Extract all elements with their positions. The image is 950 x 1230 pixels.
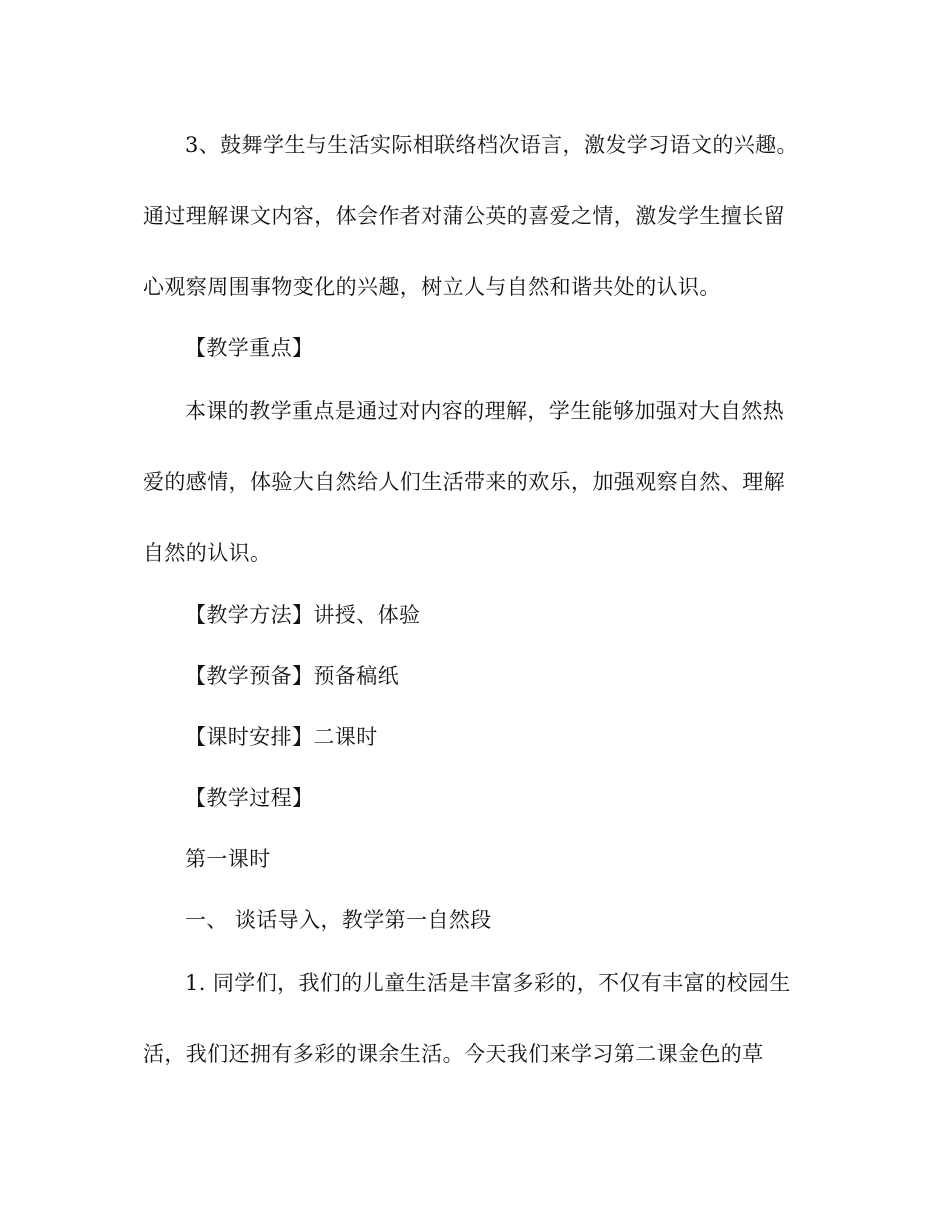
key-points-heading: 【教学重点】 <box>185 336 314 360</box>
teaching-process-heading: 【教学过程】 <box>185 786 314 810</box>
teaching-preparation: 【教学预备】预备稿纸 <box>185 664 399 688</box>
objective-3-line-2: 通过理解课文内容，体会作者对蒲公英的喜爱之情，激发学生擅长留 <box>143 204 785 228</box>
teaching-method: 【教学方法】讲授、体验 <box>185 603 421 627</box>
class-schedule: 【课时安排】二课时 <box>185 725 378 749</box>
first-lesson: 第一课时 <box>185 847 271 871</box>
key-points-line-3: 自然的认识。 <box>143 541 272 565</box>
step-1-line-2: 活，我们还拥有多彩的课余生活。今天我们来学习第二课金色的草 <box>143 1042 764 1066</box>
section-one: 一、 谈话导入，教学第一自然段 <box>185 908 492 932</box>
objective-3-line-3: 心观察周围事物变化的兴趣，树立人与自然和谐共处的认识。 <box>143 275 721 299</box>
key-points-line-1: 本课的教学重点是通过对内容的理解，学生能够加强对大自然热 <box>185 399 785 423</box>
key-points-line-2: 爱的感情，体验大自然给人们生活带来的欢乐，加强观察自然、理解 <box>143 470 785 494</box>
objective-3-line-1: 3、鼓舞学生与生活实际相联络档次语言，激发学习语文的兴趣。 <box>185 133 798 157</box>
step-1-line-1: 1. 同学们，我们的儿童生活是丰富多彩的，不仅有丰富的校园生 <box>185 971 791 995</box>
